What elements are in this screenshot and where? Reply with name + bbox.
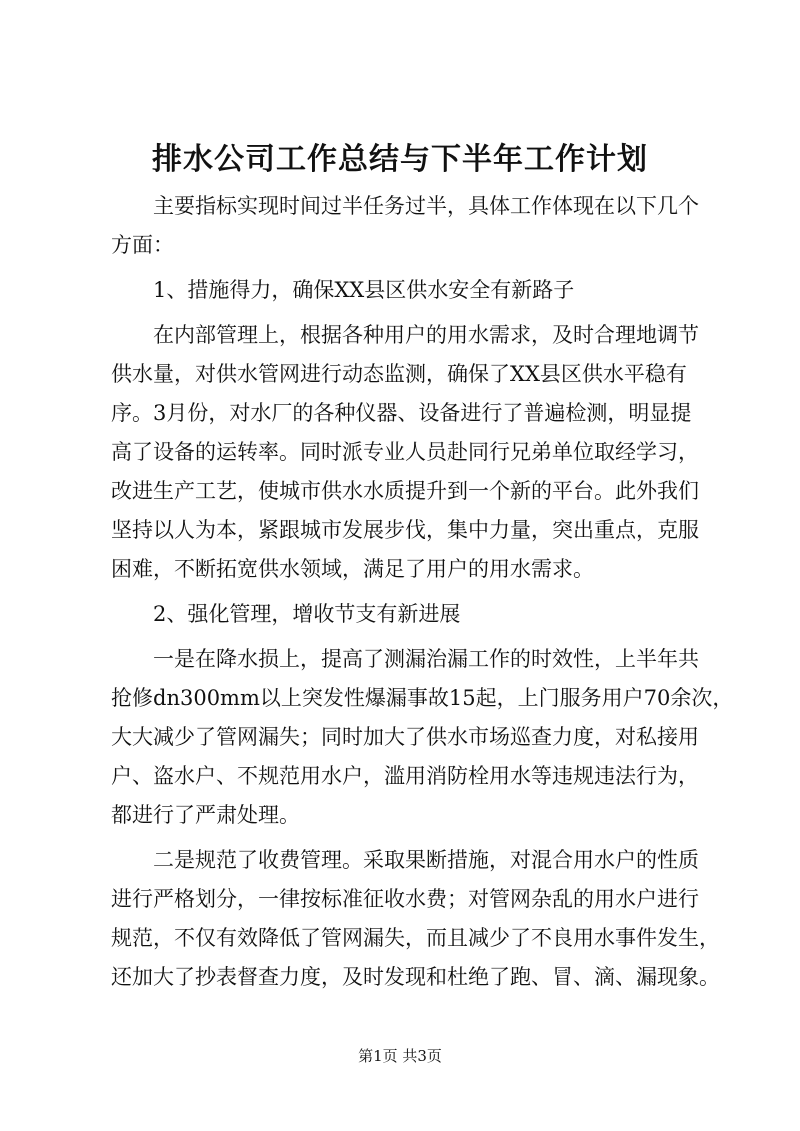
text-line: 在内部管理上，根据各种用户的用水需求，及时合理地调节 [153,323,699,347]
text-line: 2、强化管理，增收节支有新进展 [153,602,461,626]
text-line: 困难，不断拓宽供水领域，满足了用户的用水需求。 [111,557,594,581]
text-line: 坚持以人为本，紧跟城市发展步伐，集中力量，突出重点，克服 [111,518,699,542]
text-line: 改进生产工艺，使城市供水水质提升到一个新的平台。此外我们 [111,479,699,503]
text-line: 高了设备的运转率。同时派专业人员赴同行兄弟单位取经学习， [111,440,699,464]
text-line: 方面： [111,233,174,257]
page-footer: 第1页 共3页 [358,1047,442,1065]
section-heading-2 [111,595,711,634]
text-line: 进行严格划分，一律按标准征收水费；对管网杂乱的用水户进行 [111,887,699,911]
text-line: 大大减少了管网漏失；同时加大了供水市场巡查力度，对私接用 [111,725,699,749]
paragraph-leak-control [111,640,734,835]
text-line: 1、措施得力，确保XX县区供水安全有新路子 [153,278,575,302]
text-line: 抢修dn300mm以上突发性爆漏事故15起，上门服务用户70余次， [111,686,734,710]
text-line: 主要指标实现时间过半任务过半，具体工作体现在以下几个 [153,194,699,218]
paragraph-intro [111,187,711,265]
text-line: 都进行了严肃处理。 [111,803,300,827]
document-title: 排水公司工作总结与下半年工作计划 [152,142,648,177]
text-line: 还加大了抄表督查力度，及时发现和杜绝了跑、冒、滴、漏现象。 [111,965,720,989]
text-line: 二是规范了收费管理。采取果断措施，对混合用水户的性质 [153,848,699,872]
text-line: 规范，不仅有效降低了管网漏失，而且减少了不良用水事件发生， [111,926,720,950]
paragraph-billing-management [111,841,720,997]
document-body [111,187,734,997]
text-line: 一是在降水损上，提高了测漏治漏工作的时效性，上半年共 [153,647,699,671]
section-heading-1 [111,271,711,310]
text-line: 序。3月份，对水厂的各种仪器、设备进行了普遍检测，明显提 [111,401,692,425]
paragraph-internal-management [111,316,711,589]
text-line: 户、盗水户、不规范用水户，滥用消防栓用水等违规违法行为， [111,764,699,788]
text-line: 供水量，对供水管网进行动态监测，确保了XX县区供水平稳有 [111,362,687,386]
